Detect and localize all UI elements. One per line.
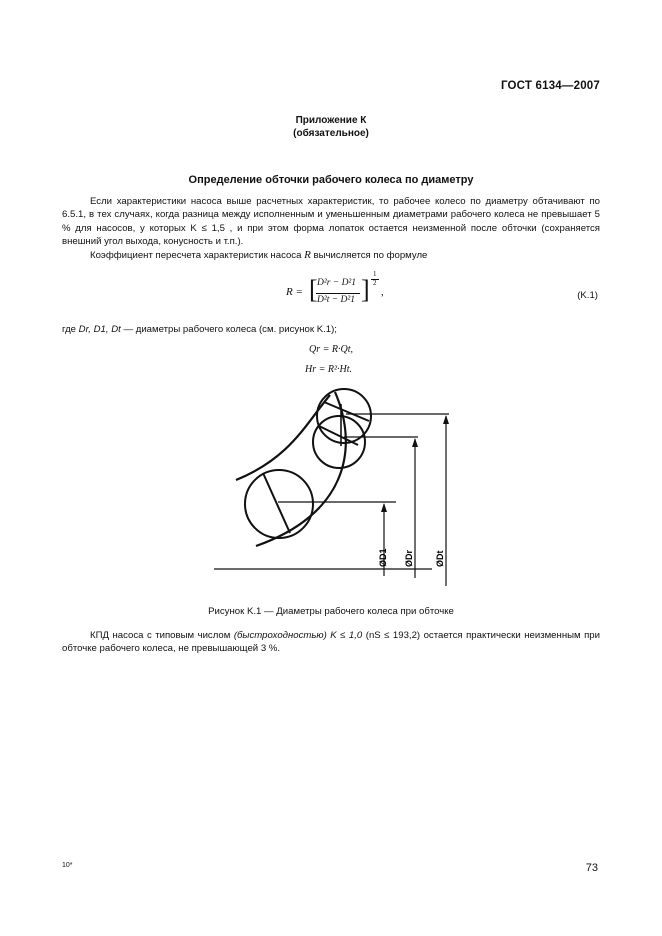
formula-lhs: R =: [286, 286, 303, 298]
formula-k1: [286, 272, 406, 312]
relation-q: Qr = R·Qt,: [309, 344, 353, 355]
paragraph-1: Если характеристики насоса выше расчетных характеристик, то рабочее колесо по диаметру обтачивают по 6.5.1, в тех случаях, когда разница между исполненным и уменьшенным диаметрами рабочего колеса не превышает 5 % для насосов, у которых K ≤ 1,5 , и при этом форма лопаток остается неизменной после обточки (сохраняется внешний угол выхода, конусность и т.п.).: [62, 196, 600, 248]
appendix-heading: [0, 114, 662, 140]
figure-caption: Рисунок K.1 — Диаметры рабочего колеса при обточке: [208, 606, 454, 617]
where-line: где Dr, D1, Dt — диаметры рабочего колеса (см. рисунок K.1);: [62, 324, 337, 335]
dt-arrow-icon: [443, 415, 449, 424]
outer-contour-line: [256, 392, 346, 546]
formula-bracket-right: ]: [361, 275, 370, 304]
equation-number: (K.1): [577, 290, 598, 301]
paragraph-2: Коэффициент пересчета характеристик насоса R вычисляется по формуле: [90, 248, 428, 261]
appendix-title: Приложение К: [295, 115, 367, 126]
formula-comma: ,: [381, 286, 384, 298]
dr-arrow-icon: [412, 438, 418, 447]
relation-h: Hr = R²·Ht.: [305, 364, 352, 375]
formula-fraction-bar: [316, 293, 360, 294]
inner-contour-line: [236, 395, 330, 480]
formula-numerator: D²r − D²1: [317, 278, 357, 288]
section-title: Определение обточки рабочего колеса по диаметру: [188, 174, 474, 186]
page-number: 73: [585, 862, 598, 874]
footer-mark: 10*: [62, 862, 73, 869]
body-text: [62, 195, 600, 262]
impeller-diagram: [200, 384, 470, 594]
appendix-status: (обязательное): [293, 128, 369, 139]
label-dt: ØDt: [435, 550, 445, 567]
d1-arrow-icon: [381, 503, 387, 512]
conclusion-paragraph: КПД насоса с типовым числом (быстроходностью) K ≤ 1,0 (nS ≤ 193,2) остается практически неизменным при обточке рабочего колеса, не превышающей 3 %.: [62, 630, 600, 655]
formula-denominator: D²t − D²1: [317, 295, 355, 305]
label-d1: ØD1: [378, 548, 388, 567]
label-dr: ØDr: [404, 549, 414, 567]
large-circle: [245, 470, 313, 538]
large-circle-blade-line: [263, 473, 290, 533]
document-id: ГОСТ 6134—2007: [500, 80, 600, 92]
formula-exp-den: 2: [373, 279, 377, 287]
formula-exp-num: 1: [373, 270, 377, 278]
formula-bracket-left: [: [309, 275, 318, 304]
